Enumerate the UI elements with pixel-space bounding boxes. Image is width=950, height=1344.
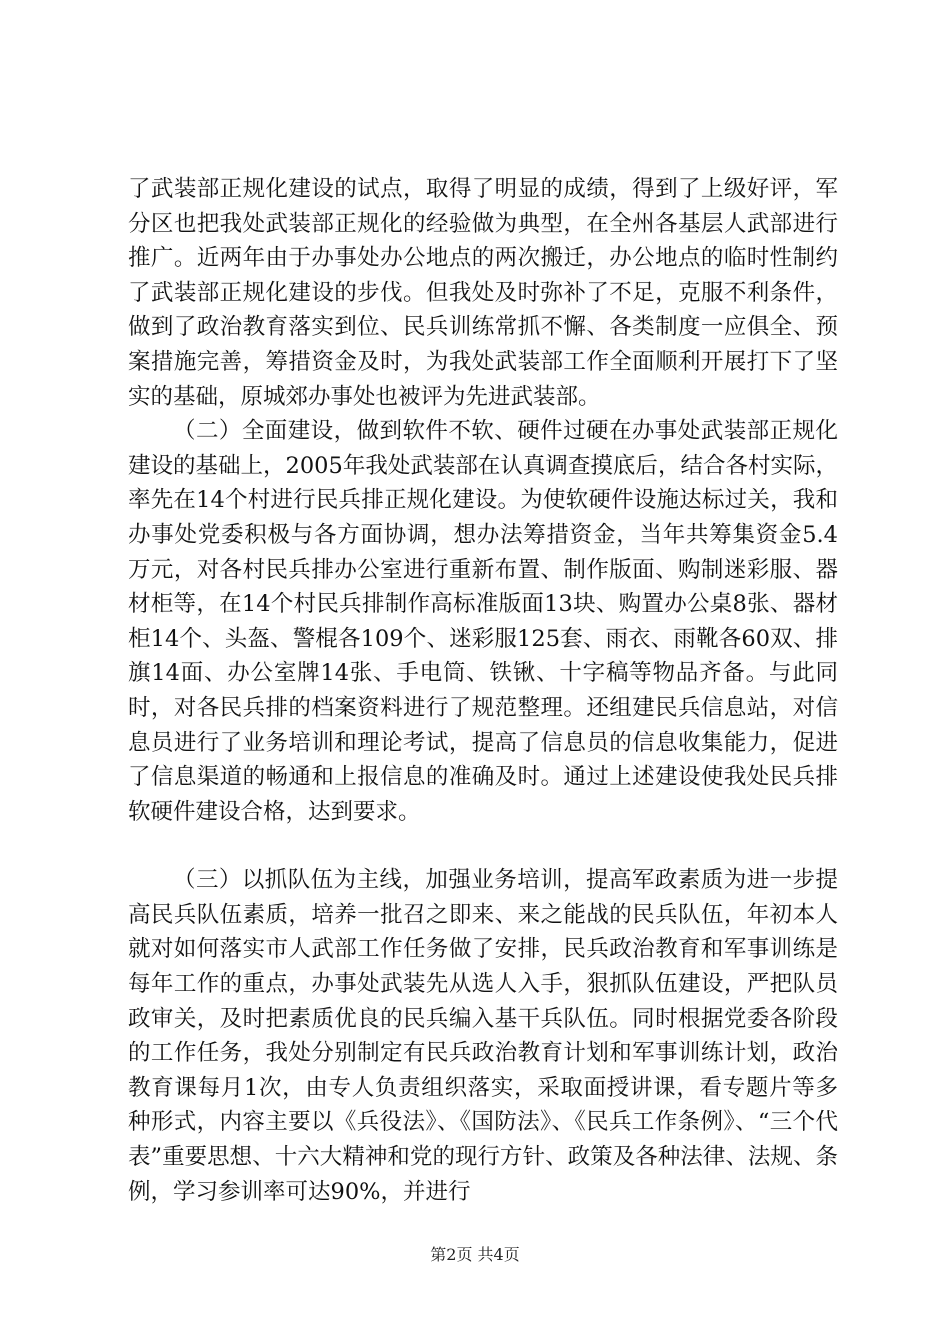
paragraph-1: 了武装部正规化建设的试点，取得了明显的成绩，得到了上级好评，军分区也把我处武装部正规化的经验做为典型，在全州各基层人武部进行推广。近两年由于办事处办公地点的两次搬迁，办公地点的临时性制约了武装部正规化建设的步伐。但我处及时弥补了不足，克服不利条件，做到了政治教育落实到位、民兵训练常抓不懈、各类制度一应俱全、预案措施完善，筹措资金及时，为我处武装部工作全面顺利开展打下了坚实的基础，原城郊办事处也被评为先进武装部。 xyxy=(128,176,838,410)
paragraph-2: （二）全面建设，做到软件不软、硬件过硬在办事处武装部正规化建设的基础上，2005年我处武装部在认真调查摸底后，结合各村实际，率先在14个村进行民兵排正规化建设。为使软硬件设施达标过关，我和办事处党委积极与各方面协调，想办法筹措资金，当年共筹集资金5.4万元，对各村民兵排办公室进行重新布置、制作版面、购制迷彩服、器材柜等，在14个村民兵排制作高标准版面13块、购置办公桌8张、器材柜14个、头盔、警棍各109个、迷彩服125套、雨衣、雨靴各60双、排旗14面、办公室牌14张、手电筒、铁锹、十字稿等物品齐备。与此同时，对各民兵排的档案资料进行了规范整理。还组建民兵信息站，对信息员进行了业务培训和理论考试，提高了信息员的信息收集能力，促进了信息渠道的畅通和上报信息的准确及时。通过上述建设使我处民兵排软硬件建设合格，达到要求。 xyxy=(128,418,838,825)
paragraph-spacer xyxy=(128,829,838,863)
document-body xyxy=(128,172,838,1209)
page-footer: 第2页 共4页 xyxy=(430,1245,520,1264)
paragraph-3: （三）以抓队伍为主线，加强业务培训，提高军政素质为进一步提高民兵队伍素质，培养一批召之即来、来之能战的民兵队伍，年初本人就对如何落实市人武部工作任务做了安排，民兵政治教育和军事训练是每年工作的重点，办事处武装先从选人入手，狠抓队伍建设，严把队员政审关，及时把素质优良的民兵编入基干兵队伍。同时根据党委各阶段的工作任务，我处分别制定有民兵政治教育计划和军事训练计划，政治教育课每月1次，由专人负责组织落实，采取面授讲课，看专题片等多种形式，内容主要以《兵役法》、《国防法》、《民兵工作条例》、“三个代表”重要思想、十六大精神和党的现行方针、政策及各种法律、法规、条例，学习参训率可达90%，并进行 xyxy=(128,867,838,1205)
